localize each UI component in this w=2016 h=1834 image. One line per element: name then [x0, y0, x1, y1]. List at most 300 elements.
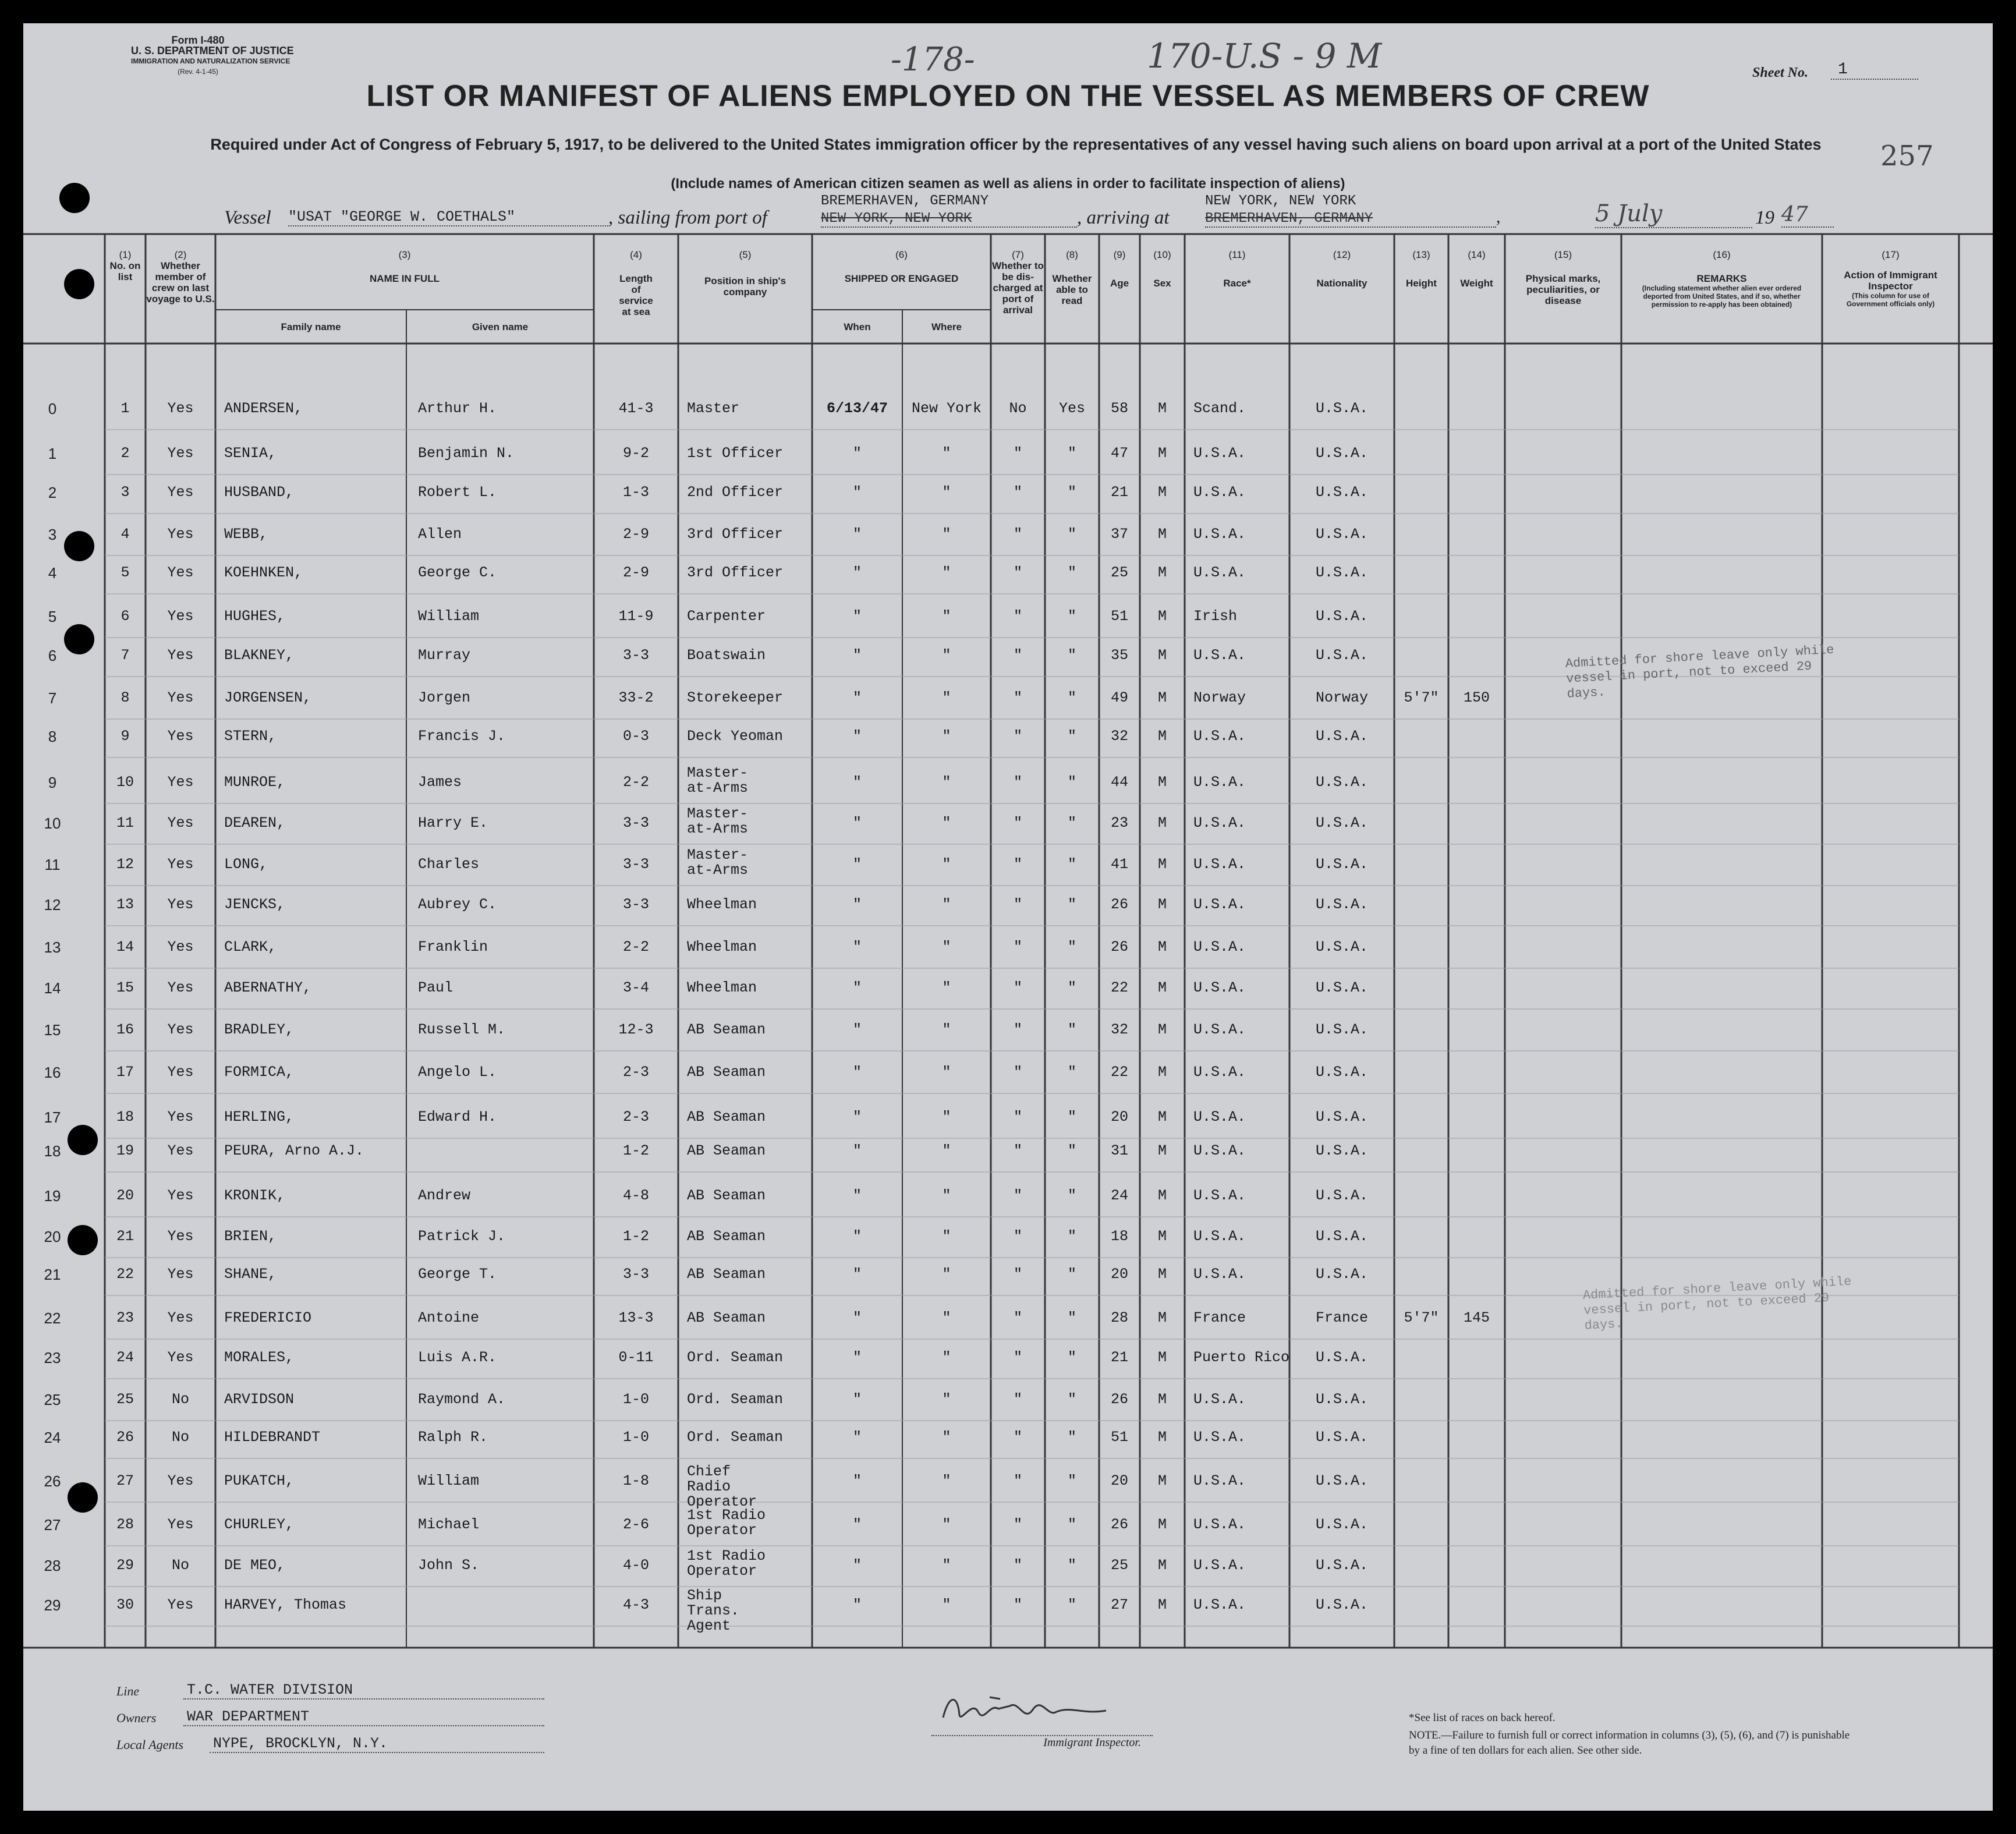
sheet-no-label: Sheet No. — [1752, 65, 1808, 80]
cell-age: 47 — [1110, 445, 1128, 462]
cell-where: " — [942, 1064, 951, 1081]
cell-read: " — [1067, 896, 1076, 913]
cell-where: " — [942, 647, 951, 664]
cell-crew: No — [171, 1557, 189, 1574]
cell-discharged: No — [1009, 400, 1027, 417]
cell-where: " — [942, 1187, 951, 1204]
cell-position: Chief Radio Operator — [687, 1463, 757, 1510]
cell-sex: M — [1157, 1187, 1167, 1204]
cell-no: 21 — [116, 1228, 134, 1245]
cell-age: 20 — [1110, 1109, 1128, 1125]
cell-no: 15 — [116, 979, 134, 996]
cell-where: " — [942, 1349, 951, 1366]
cell-when: " — [852, 1309, 862, 1326]
line-number: 1 — [48, 445, 57, 462]
cell-race: U.S.A. — [1193, 1064, 1246, 1081]
cell-read: " — [1067, 484, 1076, 501]
cell-read: " — [1067, 1391, 1076, 1408]
cell-sex: M — [1157, 564, 1167, 581]
col-name-num: (3) — [398, 249, 411, 260]
cell-no: 1 — [121, 400, 130, 417]
cell-discharged: " — [1013, 774, 1022, 791]
cell-read: " — [1067, 689, 1076, 706]
line-number: 29 — [44, 1596, 61, 1614]
cell-discharged: " — [1013, 939, 1022, 955]
cell-position: Master-at-Arms — [687, 764, 749, 796]
cell-age: 26 — [1110, 939, 1128, 955]
cell-read: " — [1067, 979, 1076, 996]
cell-crew: Yes — [167, 1472, 194, 1489]
cell-race: U.S.A. — [1193, 815, 1246, 831]
table-row — [23, 930, 1993, 971]
cell-nationality: U.S.A. — [1315, 1064, 1368, 1081]
cell-family: SENIA, — [224, 445, 277, 462]
cell-position: AB Seaman — [687, 1021, 766, 1038]
cell-read: " — [1067, 1064, 1076, 1081]
cell-where: " — [942, 1391, 951, 1408]
cell-given: Jorgen — [418, 689, 471, 706]
cell-service: 3-3 — [622, 1266, 649, 1283]
col-position-label: Position in ship's company — [704, 275, 786, 298]
table-row — [23, 437, 1993, 477]
col-family-header: Family name — [281, 321, 341, 332]
cell-no: 16 — [116, 1021, 134, 1038]
table-row — [23, 1463, 1993, 1510]
cell-read: " — [1067, 526, 1076, 543]
col-nationality-num: (12) — [1333, 249, 1351, 260]
cell-crew: No — [171, 1391, 189, 1408]
cell-read: " — [1067, 1187, 1076, 1204]
cell-where: " — [942, 815, 951, 831]
cell-when: " — [852, 1021, 862, 1038]
col-action-num: (17) — [1882, 249, 1900, 260]
table-row — [23, 556, 1993, 597]
cell-age: 24 — [1110, 1187, 1128, 1204]
cell-given: James — [418, 774, 462, 791]
cell-where: " — [942, 856, 951, 873]
cell-nationality: U.S.A. — [1315, 1142, 1368, 1159]
cell-service: 1-3 — [622, 484, 649, 501]
cell-when: " — [852, 1349, 862, 1366]
cell-read: " — [1067, 1309, 1076, 1326]
cell-given: Edward H. — [418, 1109, 497, 1125]
cell-nationality: U.S.A. — [1315, 1349, 1368, 1366]
cell-where: " — [942, 1309, 951, 1326]
cell-age: 51 — [1110, 1429, 1128, 1446]
cell-sex: M — [1157, 1557, 1167, 1574]
cell-service: 13-3 — [618, 1309, 654, 1326]
cell-position: AB Seaman — [687, 1064, 766, 1081]
col-no-label: No. on list — [109, 260, 141, 282]
table-row — [23, 476, 1993, 516]
col-read-label: Whether able to read — [1052, 273, 1092, 306]
cell-position: Deck Yeoman — [687, 728, 784, 745]
cell-given: Robert L. — [418, 484, 497, 501]
footer-owners-value: WAR DEPARTMENT — [183, 1708, 544, 1726]
cell-read: " — [1067, 815, 1076, 831]
col-remarks-sub: (Including statement whether alien ever ordered deported from United States, and if so, whether permission to re-apply has been obtained) — [1642, 284, 1802, 309]
cell-nationality: U.S.A. — [1315, 815, 1368, 831]
cell-given: Aubrey C. — [418, 896, 497, 913]
cell-race: U.S.A. — [1193, 1142, 1246, 1159]
cell-family: ARVIDSON — [224, 1391, 295, 1408]
cell-sex: M — [1157, 647, 1167, 664]
col-read-header — [1045, 249, 1099, 306]
cell-crew: Yes — [167, 484, 194, 501]
cell-when: " — [852, 484, 862, 501]
cell-service: 9-2 — [622, 445, 649, 462]
handwritten-ref-left: -178- — [891, 41, 975, 79]
cell-service: 2-6 — [622, 1516, 649, 1533]
cell-crew: Yes — [167, 647, 194, 664]
col-no-header — [105, 249, 146, 282]
cell-read: " — [1067, 1109, 1076, 1125]
cell-race: U.S.A. — [1193, 564, 1246, 581]
cell-nationality: U.S.A. — [1315, 608, 1368, 625]
cell-given: Charles — [418, 856, 480, 873]
col-age-header — [1099, 249, 1140, 289]
col-shipped-header — [812, 249, 991, 284]
cell-sex: M — [1157, 526, 1167, 543]
cell-no: 23 — [116, 1309, 134, 1326]
cell-race: U.S.A. — [1193, 1557, 1246, 1574]
cell-race: U.S.A. — [1193, 979, 1246, 996]
cell-service: 2-3 — [622, 1109, 649, 1125]
cell-race: U.S.A. — [1193, 1596, 1246, 1613]
line-number: 26 — [44, 1472, 61, 1490]
line-number: 13 — [44, 939, 61, 956]
line-number: 10 — [44, 815, 61, 832]
cell-position: 3rd Officer — [687, 564, 784, 581]
col-remarks-label: REMARKS — [1696, 273, 1747, 284]
cell-crew: Yes — [167, 608, 194, 625]
table-row — [23, 518, 1993, 558]
cell-sex: M — [1157, 1429, 1167, 1446]
cell-family: JORGENSEN, — [224, 689, 312, 706]
cell-crew: Yes — [167, 1064, 194, 1081]
cell-no: 26 — [116, 1429, 134, 1446]
cell-position: Wheelman — [687, 939, 757, 955]
cell-crew: Yes — [167, 526, 194, 543]
cell-discharged: " — [1013, 815, 1022, 831]
col-crew-header — [146, 249, 215, 305]
table-row — [23, 766, 1993, 806]
cell-family: PUKATCH, — [224, 1472, 295, 1489]
form-service: IMMIGRATION AND NATURALIZATION SERVICE — [131, 57, 290, 65]
line-number: 5 — [48, 608, 57, 625]
cell-when: " — [852, 526, 862, 543]
cell-family: WEBB, — [224, 526, 268, 543]
cell-given: George C. — [418, 564, 497, 581]
cell-family: FORMICA, — [224, 1064, 295, 1081]
col-action-header — [1822, 249, 1959, 308]
cell-when: " — [852, 856, 862, 873]
col-no-num: (1) — [119, 249, 132, 260]
cell-crew: Yes — [167, 445, 194, 462]
cell-read: " — [1067, 1429, 1076, 1446]
cell-service: 4-0 — [622, 1557, 649, 1574]
cell-nationality: U.S.A. — [1315, 856, 1368, 873]
col-race-header — [1185, 249, 1289, 289]
cell-service: 1-8 — [622, 1472, 649, 1489]
cell-nationality: France — [1315, 1309, 1368, 1326]
table-row — [23, 1549, 1993, 1589]
cell-race: U.S.A. — [1193, 647, 1246, 664]
cell-sex: M — [1157, 856, 1167, 873]
cell-discharged: " — [1013, 1391, 1022, 1408]
cell-crew: Yes — [167, 896, 194, 913]
cell-race: U.S.A. — [1193, 1021, 1246, 1038]
cell-service: 0-11 — [618, 1349, 654, 1366]
col-race-num: (11) — [1228, 249, 1246, 260]
cell-nationality: U.S.A. — [1315, 400, 1368, 417]
cell-read: " — [1067, 1228, 1076, 1245]
cell-no: 18 — [116, 1109, 134, 1125]
cell-sex: M — [1157, 484, 1167, 501]
cell-weight: 145 — [1463, 1309, 1490, 1326]
cell-family: SHANE, — [224, 1266, 277, 1283]
cell-where: " — [942, 689, 951, 706]
col-weight-label: Weight — [1460, 278, 1493, 289]
cell-service: 3-3 — [622, 856, 649, 873]
manifest-sheet — [23, 23, 1993, 1811]
cell-service: 12-3 — [618, 1021, 654, 1038]
cell-position: Storekeeper — [687, 689, 784, 706]
remark-stamp-jorgensen: Admitted for shore leave only while vessel in port, not to exceed 29 days. — [1565, 642, 1835, 702]
footer-line-label: Line — [116, 1684, 140, 1698]
cell-race: U.S.A. — [1193, 896, 1246, 913]
page-subtitle-note: (Include names of American citizen seamen as well as aliens in order to facilitate inspection of aliens) — [671, 176, 1345, 192]
cell-family: ANDERSEN, — [224, 400, 303, 417]
col-remarks-header — [1621, 249, 1822, 309]
cell-where: " — [942, 445, 951, 462]
cell-when: " — [852, 1557, 862, 1574]
cell-crew: Yes — [167, 728, 194, 745]
form-revision: (Rev. 4-1-45) — [178, 68, 218, 76]
line-number: 2 — [48, 484, 57, 501]
cell-family: KOEHNKEN, — [224, 564, 303, 581]
cell-age: 32 — [1110, 1021, 1128, 1038]
cell-family: ABERNATHY, — [224, 979, 312, 996]
cell-age: 51 — [1110, 608, 1128, 625]
table-row — [23, 1508, 1993, 1549]
cell-sex: M — [1157, 608, 1167, 625]
sailing-port-struck: NEW YORK, NEW YORK — [821, 211, 1077, 228]
cell-when: " — [852, 1109, 862, 1125]
col-height-header — [1394, 249, 1448, 289]
cell-when: " — [852, 1391, 862, 1408]
cell-discharged: " — [1013, 1109, 1022, 1125]
cell-read: " — [1067, 1266, 1076, 1283]
col-weight-num: (14) — [1468, 249, 1486, 260]
cell-sex: M — [1157, 774, 1167, 791]
cell-age: 35 — [1110, 647, 1128, 664]
page-subtitle: Required under Act of Congress of February 5, 1917, to be delivered to the United States immigration officer by the representatives of any vessel having such aliens on board upon arrival at a port of the United States — [210, 136, 1822, 153]
cell-race: U.S.A. — [1193, 526, 1246, 543]
cell-discharged: " — [1013, 1349, 1022, 1366]
cell-crew: Yes — [167, 689, 194, 706]
cell-race: U.S.A. — [1193, 1391, 1246, 1408]
cell-read: " — [1067, 728, 1076, 745]
cell-family: JENCKS, — [224, 896, 286, 913]
cell-when: " — [852, 1596, 862, 1613]
form-id: Form I-480 — [171, 34, 225, 46]
cell-read: " — [1067, 1596, 1076, 1613]
cell-no: 28 — [116, 1516, 134, 1533]
col-action-label: Action of Immigrant Inspector — [1844, 270, 1937, 292]
cell-family: MUNROE, — [224, 774, 286, 791]
sheet-no-value: 1 — [1831, 61, 1918, 80]
cell-crew: Yes — [167, 1228, 194, 1245]
cell-discharged: " — [1013, 728, 1022, 745]
cell-no: 7 — [121, 647, 130, 664]
cell-age: 25 — [1110, 1557, 1128, 1574]
col-where-header: Where — [931, 321, 962, 332]
col-when-header: When — [844, 321, 871, 332]
cell-sex: M — [1157, 1391, 1167, 1408]
cell-race: France — [1193, 1309, 1246, 1326]
cell-discharged: " — [1013, 1266, 1022, 1283]
cell-family: BRADLEY, — [224, 1021, 295, 1038]
sailing-label: , sailing from port of — [608, 207, 767, 228]
cell-position: Ord. Seaman — [687, 1391, 784, 1408]
cell-age: 27 — [1110, 1596, 1128, 1613]
cell-position: Master — [687, 400, 740, 417]
cell-read: " — [1067, 774, 1076, 791]
cell-race: U.S.A. — [1193, 1472, 1246, 1489]
cell-no: 30 — [116, 1596, 134, 1613]
cell-race: U.S.A. — [1193, 774, 1246, 791]
cell-position: AB Seaman — [687, 1187, 766, 1204]
cell-family: LONG, — [224, 856, 268, 873]
cell-where: " — [942, 484, 951, 501]
col-sex-header — [1140, 249, 1185, 289]
line-number: 3 — [48, 526, 57, 543]
cell-read: " — [1067, 608, 1076, 625]
cell-position: Wheelman — [687, 896, 757, 913]
cell-where: " — [942, 526, 951, 543]
cell-sex: M — [1157, 728, 1167, 745]
cell-race: Puerto Rico — [1193, 1349, 1290, 1366]
cell-discharged: " — [1013, 564, 1022, 581]
line-number: 19 — [44, 1187, 61, 1205]
cell-sex: M — [1157, 939, 1167, 955]
line-number: 9 — [48, 774, 57, 791]
cell-position: Boatswain — [687, 647, 766, 664]
col-discharged-label: Whether to be dis-charged at port of arrival — [992, 260, 1044, 316]
vessel-label: Vessel — [224, 207, 271, 228]
cell-position: 1st Officer — [687, 445, 784, 462]
cell-nationality: U.S.A. — [1315, 1596, 1368, 1613]
cell-family: KRONIK, — [224, 1187, 286, 1204]
col-age-num: (9) — [1113, 249, 1126, 260]
cell-no: 27 — [116, 1472, 134, 1489]
cell-race: U.S.A. — [1193, 445, 1246, 462]
cell-where: " — [942, 896, 951, 913]
cell-given: Angelo L. — [418, 1064, 497, 1081]
cell-race: U.S.A. — [1193, 856, 1246, 873]
table-row — [23, 1056, 1993, 1096]
sailing-port: BREMERHAVEN, GERMANY — [821, 193, 989, 209]
col-marks-header — [1505, 249, 1621, 306]
table-row — [23, 1341, 1993, 1382]
cell-sex: M — [1157, 445, 1167, 462]
cell-no: 11 — [116, 815, 134, 831]
cell-no: 6 — [121, 608, 130, 625]
cell-service: 1-2 — [622, 1228, 649, 1245]
note-text: —Failure to furnish full or correct information in columns (3), (5), (6), and (7) is punishable by a fine of ten dollars for each alien. See other side. — [1409, 1729, 1850, 1757]
table-row — [23, 1134, 1993, 1175]
cell-when: " — [852, 1516, 862, 1533]
cell-given: William — [418, 608, 480, 625]
cell-sex: M — [1157, 400, 1167, 417]
table-row — [23, 806, 1993, 847]
form-department: U. S. DEPARTMENT OF JUSTICE — [131, 45, 294, 56]
cell-family: BRIEN, — [224, 1228, 277, 1245]
cell-read: " — [1067, 445, 1076, 462]
cell-read: " — [1067, 1557, 1076, 1574]
cell-family: BLAKNEY, — [224, 647, 295, 664]
col-read-num: (8) — [1066, 249, 1078, 260]
cell-no: 9 — [121, 728, 130, 745]
cell-age: 26 — [1110, 1391, 1128, 1408]
cell-family: PEURA, Arno A.J. — [224, 1142, 364, 1159]
cell-when: " — [852, 689, 862, 706]
page-stamp-number: 257 — [1880, 140, 1934, 172]
cell-where: New York — [911, 400, 982, 417]
cell-sex: M — [1157, 1596, 1167, 1613]
cell-read: Yes — [1058, 400, 1085, 417]
cell-discharged: " — [1013, 979, 1022, 996]
cell-discharged: " — [1013, 608, 1022, 625]
cell-where: " — [942, 1557, 951, 1574]
cell-nationality: U.S.A. — [1315, 1266, 1368, 1283]
col-name-label: NAME IN FULL — [370, 273, 440, 284]
col-crew-label: Whether member of crew on last voyage to U.S. — [146, 260, 215, 305]
cell-position: Wheelman — [687, 979, 757, 996]
footer-owners-label: Owners — [116, 1711, 157, 1725]
cell-service: 11-9 — [618, 608, 654, 625]
col-service-header — [594, 249, 678, 317]
col-position-num: (5) — [739, 249, 752, 260]
cell-no: 2 — [121, 445, 130, 462]
line-number: 24 — [44, 1429, 61, 1446]
cell-where: " — [942, 979, 951, 996]
table-row — [23, 1587, 1993, 1634]
cell-no: 12 — [116, 856, 134, 873]
footer-agents-label: Local Agents — [116, 1737, 184, 1752]
cell-when: " — [852, 896, 862, 913]
col-service-label: Length of service at sea — [619, 273, 653, 317]
cell-age: 23 — [1110, 815, 1128, 831]
cell-race: U.S.A. — [1193, 1429, 1246, 1446]
table-row — [23, 1383, 1993, 1424]
cell-discharged: " — [1013, 647, 1022, 664]
cell-crew: Yes — [167, 1142, 194, 1159]
cell-read: " — [1067, 939, 1076, 955]
cell-position: Master-at-Arms — [687, 847, 749, 879]
cell-crew: Yes — [167, 774, 194, 791]
cell-nationality: U.S.A. — [1315, 1516, 1368, 1533]
footer-agents-value: NYPE, BROCKLYN, N.Y. — [210, 1735, 544, 1753]
cell-given: Francis J. — [418, 728, 506, 745]
cell-discharged: " — [1013, 1228, 1022, 1245]
cell-position: Carpenter — [687, 608, 766, 625]
cell-no: 17 — [116, 1064, 134, 1081]
cell-given: Raymond A. — [418, 1391, 506, 1408]
line-number: 17 — [44, 1109, 61, 1126]
cell-read: " — [1067, 1142, 1076, 1159]
